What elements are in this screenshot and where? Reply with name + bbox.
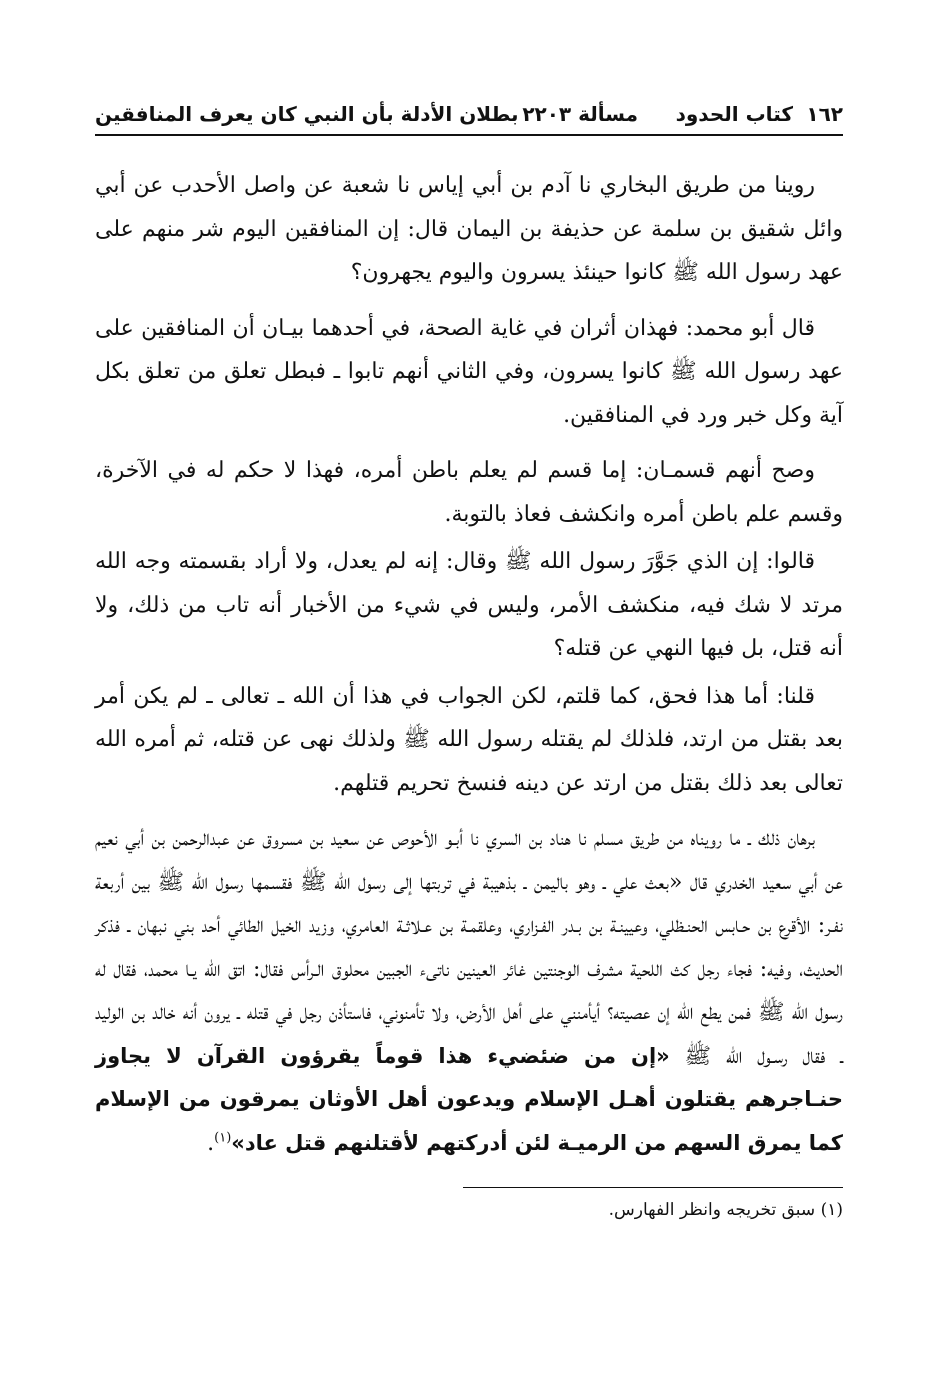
book-page [95,98,843,1328]
hadith-quote: «إن من ضئضيء هذا قوماً يقرؤون القرآن لا يجاوز حنـاجرهم يقتلون أهـل الإسلام ويدعون أهل الأوثان يمرقون من الإسلام كما يمرق السهم من الرميـة لئن أدركتهم لأقتلنهم قتل عاد» [95,1043,843,1155]
paragraph-abu-muhammad: قال أبو محمد: فهذان أثران في غاية الصحة، في أحدهما بيـان أن المنافقين على عهد رسول الله ﷺ كانوا يسرون، وفي الثاني أنهم تابوا ـ فبطل تعلق من تعلق بكل آية وكل خبر ورد في المنافقين. [95,315,843,428]
paragraph-proof-hadith [95,817,843,1165]
paragraph-two-groups: وصح أنهم قسمـان: إما قسم لم يعلم باطن أمره، فهذا لا حكم له في الآخرة، وقسم علم باطن أمره وانكشف فعاذ بالتوبة. [95,458,843,527]
hadith-narration: برهان ذلك ـ ما رويناه من طريق مسلم نا هناد بن السري نا أبـو الأحوص عن سعيد بن مسروق عن عبدالرحمن بن أبي نعيم عن أبي سعيد الخدري قال «بعث علي ـ وهو باليمن ـ بذهيبة في تربتها إلى رسول الله ﷺ فقسمها رسول الله ﷺ بين أربعة نفـر: الأقرع بن حـابس الحنـظلي، وعيينـة بن بـدر الفـزاري، وعلقمـة بن عـلاثـة العامري، وزيد الخيل الطائي أحد بني نبهان ـ فذكر الحديث، وفيه: فجاء رجل كث اللحية مشرف الوجنتين غائر العينين ناتىء الجبين محلوق الـرأس فقال: اتق الله يـا محمد، فقال له رسول الله ﷺ فمن يطع الله إن عصيته؟ أيأمنني على أهل الأرض، ولا تأمنوني، فاستأذن رجل في قتله ـ يرون أنه خالد بن الوليد ـ فقال رسـول الله ﷺ [95,826,843,1069]
paragraph-hudhaifa-report: روينا من طريق البخاري نا آدم بن أبي إياس نا شعبة عن واصل الأحدب عن أبي وائل شقيق بن سلمة عن حذيفة بن اليمان قال: إن المنافقين اليوم شر منهم على عهد رسول الله ﷺ كانوا حينئذ يسرون واليوم يجهرون؟ [95,173,843,285]
section-title: بطلان الأدلة بأن النبي كان يعرف المنافقين [95,102,519,126]
book-title: كتاب الحدود [675,102,793,126]
paragraph-objection: قالوا: إن الذي جَوَّرَ رسول الله ﷺ وقال: إنه لم يعدل، ولا أراد بقسمته وجه الله مرتد لا شك فيه، منكشف الأمر، وليس في شيء من الأخبار أنه تاب من ذلك، ولا أنه قتل، بل فيها النهي عن قتله؟ [95,549,843,661]
paragraph-reply: قلنا: أما هذا فحق، كما قلتم، لكن الجواب في هذا أن الله ـ تعالى ـ لم يكن أمر بعد بقتل من ارتد، فلذلك لم يقتله رسول الله ﷺ ولذلك نهى عن قتله، ثم أمره الله تعالى بعد ذلك بقتل من ارتد عن دينه فنسخ تحريم قتلهم. [95,683,843,796]
hadith-end-punctuation: . [207,1130,215,1156]
issue-number: مسألة ٢٢٠٣ [522,102,638,126]
footnote-divider [463,1187,843,1188]
footnote: (١) سبق تخريجه وانظر الفهارس. [608,1200,843,1220]
footnote-marker: (١) [214,1130,232,1146]
page-body [95,164,843,1165]
page-number: ١٦٢ [806,102,843,126]
running-header [95,98,843,136]
